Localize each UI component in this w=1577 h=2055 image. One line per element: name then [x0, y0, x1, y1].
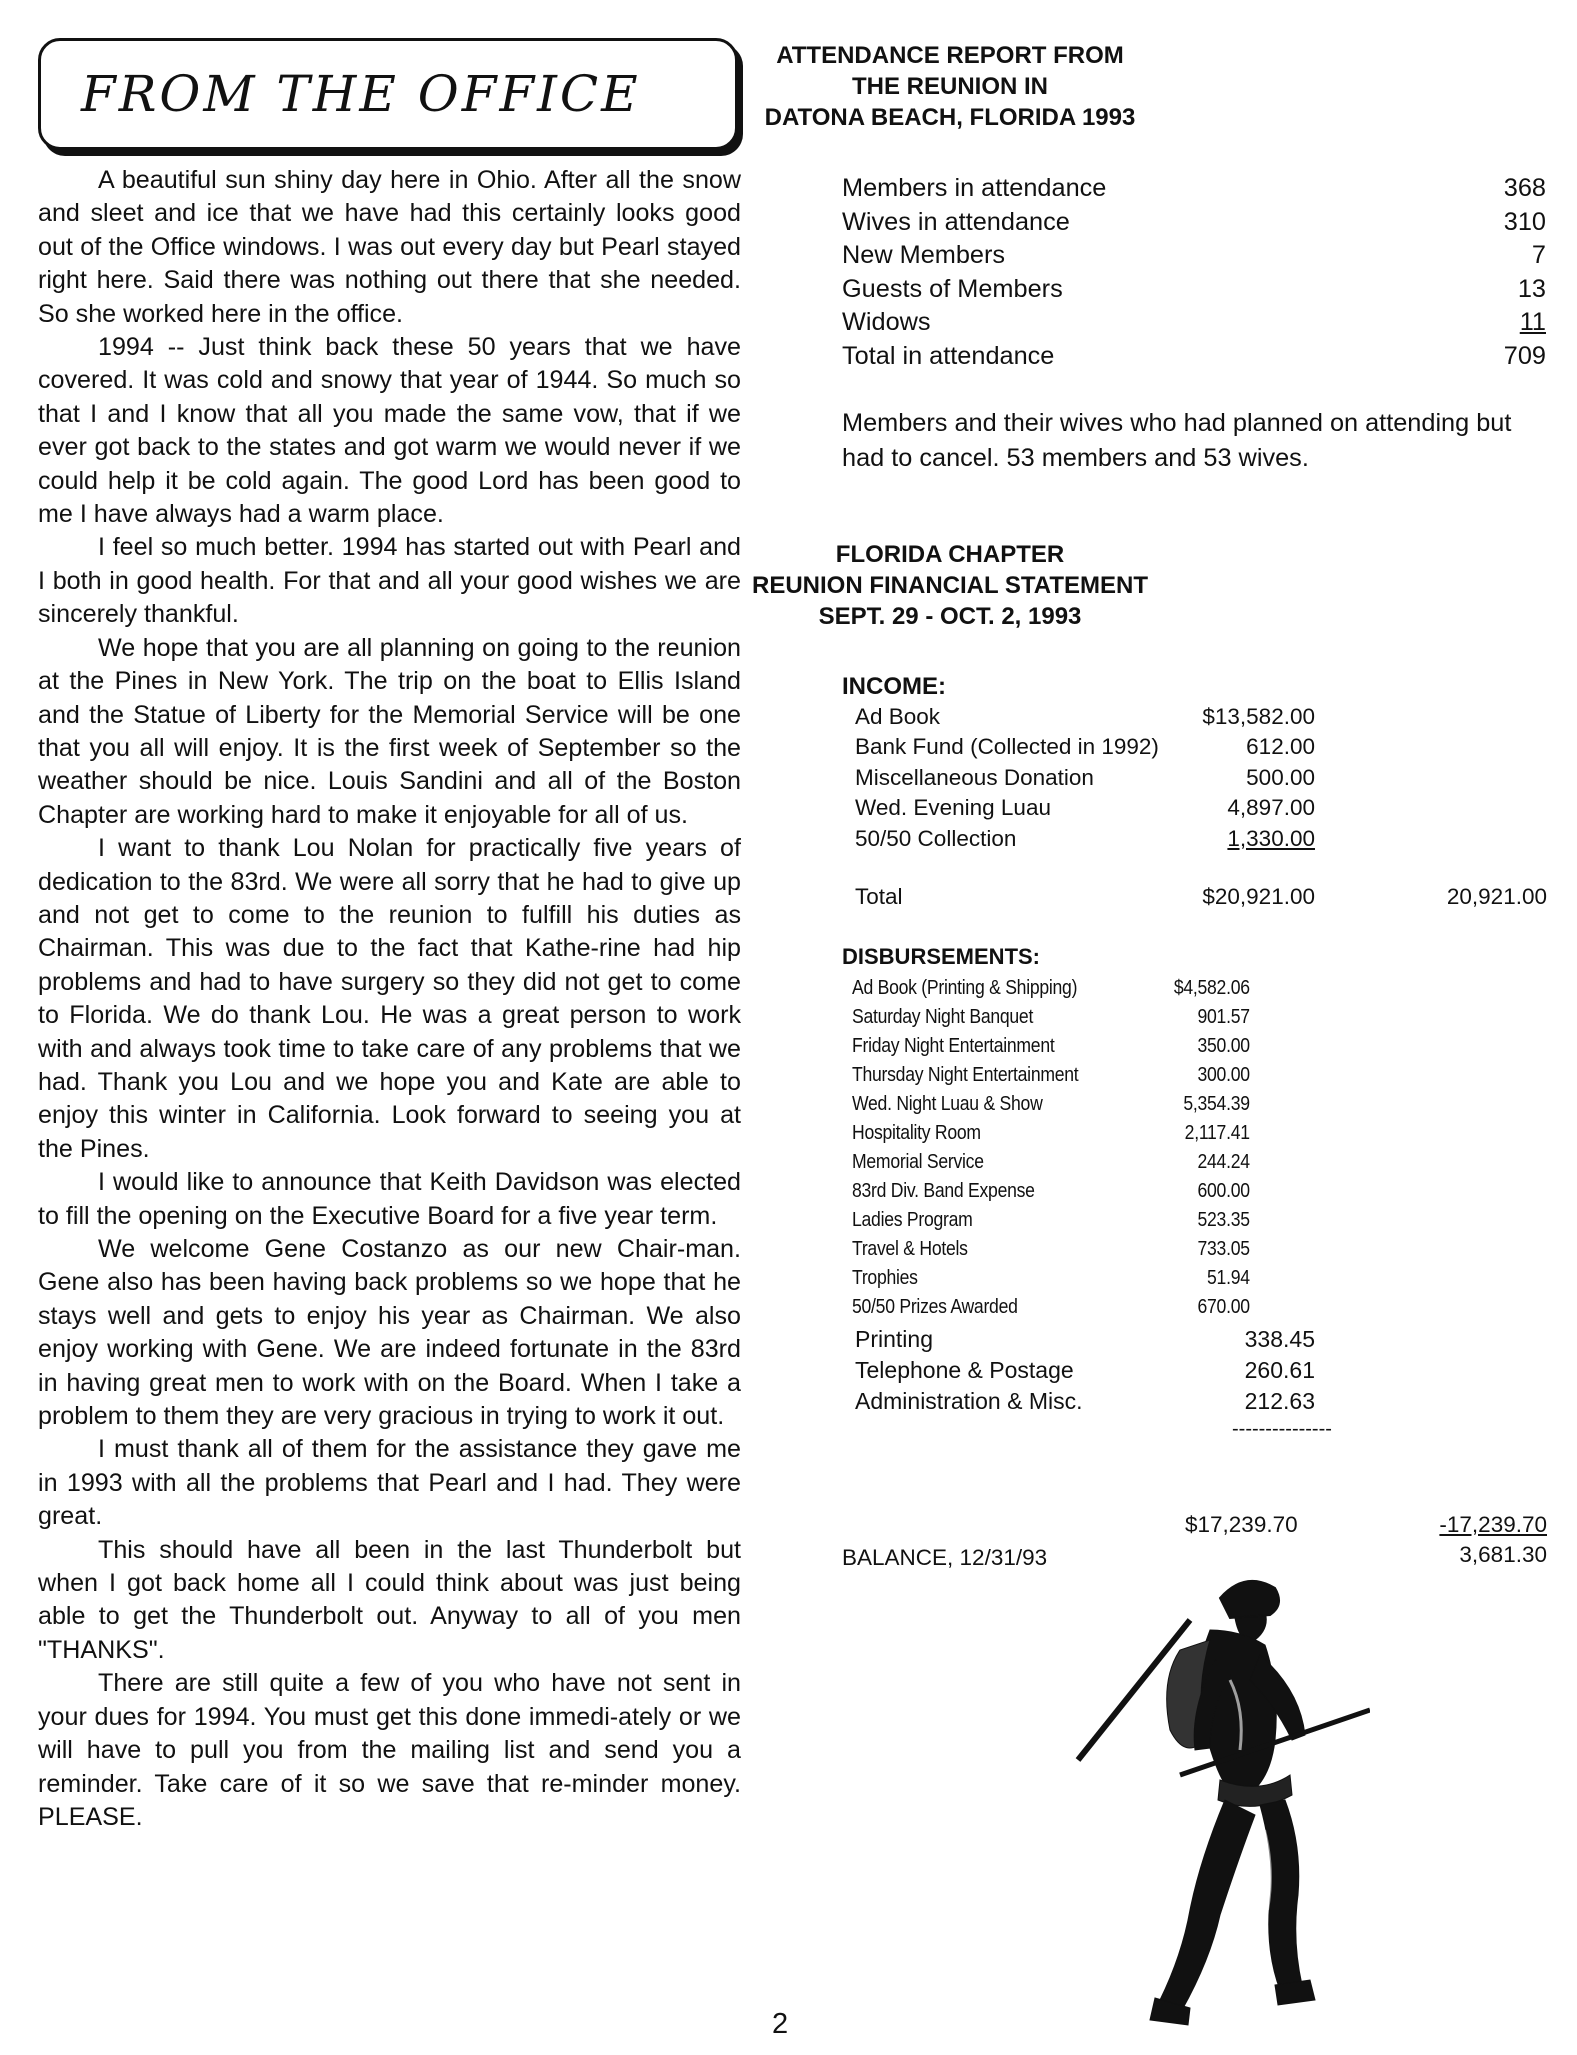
disbursement-item: Ladies Program: [852, 1209, 973, 1231]
income-item: Miscellaneous Donation: [855, 765, 1094, 790]
attendance-heading-line: ATTENDANCE REPORT FROM: [776, 42, 1124, 69]
soldier-illustration: [1070, 1560, 1370, 2030]
disbursement-amount: 5,354.39: [1183, 1093, 1250, 1115]
attendance-label: Widows: [842, 308, 931, 336]
attendance-row: [842, 172, 1546, 206]
disbursement-item: 50/50 Prizes Awarded: [852, 1296, 1018, 1318]
article-paragraph: I must thank all of them for the assistance they gave me in 1993 with all the problems that Pearl and I had. They were great.: [38, 1435, 741, 1531]
financial-heading-line: REUNION FINANCIAL STATEMENT: [752, 572, 1148, 599]
disbursement-row: [852, 1006, 1257, 1029]
income-item: Wed. Evening Luau: [855, 795, 1051, 820]
attendance-row: [842, 273, 1546, 307]
disbursement-row: [855, 1388, 1315, 1415]
article-paragraph: We welcome Gene Costanzo as our new Chair-man. Gene also has been having back problems so we hope that he stays well and gets to enjoy his year as Chairman. We also enjoy working with Gene. We are indeed fortunate in the 83rd in having great men to work with on the Board. When I take a problem to them they are very gracious in trying to work it out.: [38, 1235, 741, 1431]
disbursement-row: [852, 1035, 1257, 1058]
attendance-value: 709: [1503, 341, 1546, 370]
article-paragraph: We hope that you are all planning on going to the reunion at the Pines in New York. The trip on the boat to Ellis Island and the Statue of Liberty for the Memorial Service will be one that you all will enjoy. It is the first week of September so the weather should be nice. Louis Sandini and all of the Boston Chapter are working hard to make it enjoyable for all of us.: [38, 633, 741, 829]
disbursement-amount: 260.61: [1244, 1357, 1315, 1383]
disbursement-row: [852, 1238, 1257, 1261]
dashed-separator: ---------------: [1232, 1418, 1332, 1440]
disbursement-amount: 300.00: [1197, 1064, 1250, 1086]
income-item: Bank Fund (Collected in 1992): [855, 734, 1159, 759]
attendance-label: Members in attendance: [842, 174, 1107, 202]
disbursements-total: $17,239.70: [1185, 1512, 1298, 1537]
attendance-table: [842, 172, 1546, 373]
disbursements-total-right: -17,239.70: [1439, 1512, 1547, 1537]
disbursement-amount: 51.94: [1207, 1267, 1250, 1289]
balance-amount: 3,681.30: [1459, 1542, 1547, 1567]
attendance-label: Guests of Members: [842, 274, 1063, 303]
income-total-amount: $20,921.00: [1202, 884, 1315, 909]
disbursement-row: [855, 1326, 1315, 1353]
attendance-value: 13: [1517, 274, 1546, 303]
article-paragraph: This should have all been in the last Thunderbolt but when I got back home all I could think about was just being able to get the Thunderbolt out. Anyway to all of you men "THANKS".: [38, 1535, 741, 1664]
income-total-right: 20,921.00: [1446, 884, 1547, 909]
disbursement-amount: 600.00: [1197, 1180, 1250, 1202]
balance-label: BALANCE, 12/31/93: [842, 1545, 1048, 1570]
income-total-row: [855, 884, 1315, 910]
disbursement-item: Wed. Night Luau & Show: [852, 1093, 1043, 1115]
disbursement-amount: $4,582.06: [1173, 977, 1250, 999]
disbursement-amount: 901.57: [1197, 1006, 1250, 1028]
office-title: FROM THE OFFICE: [81, 65, 641, 123]
disbursement-item: Friday Night Entertainment: [852, 1035, 1055, 1057]
article-paragraph: A beautiful sun shiny day here in Ohio. After all the snow and sleet and ice that we have had this certainly looks good out of the Office windows. I was out every day but Pearl stayed right here. Said there was nothing out there that she needed. So she worked here in the office.: [38, 166, 741, 328]
income-amount: $13,582.00: [1202, 704, 1315, 729]
income-amount: 500.00: [1246, 765, 1315, 790]
attendance-row: [842, 206, 1546, 240]
attendance-heading: [660, 40, 1240, 133]
disbursement-row: [852, 1093, 1257, 1116]
attendance-value: 11: [1519, 308, 1546, 336]
disbursement-item: Travel & Hotels: [852, 1238, 968, 1260]
income-row: [855, 795, 1315, 821]
disbursement-amount: 733.05: [1197, 1238, 1250, 1260]
disbursement-row: [852, 977, 1257, 1000]
income-amount: 1,330.00: [1227, 826, 1315, 851]
article-paragraph: There are still quite a few of you who have not sent in your dues for 1994. You must get this done immedi-ately or we will have to pull you from the mailing list and send you a reminder. Take care of it so we save that re-minder money. PLEASE.: [38, 1669, 741, 1831]
disbursements-label: DISBURSEMENTS:: [842, 944, 1041, 969]
income-row: [855, 704, 1315, 730]
disbursement-amount: 523.35: [1197, 1209, 1250, 1231]
income-item: 50/50 Collection: [855, 826, 1017, 851]
disbursement-amount: 244.24: [1197, 1151, 1250, 1173]
income-row: [855, 826, 1315, 852]
attendance-value: 368: [1503, 174, 1546, 202]
income-total-label: Total: [855, 884, 903, 909]
financial-heading-line: FLORIDA CHAPTER: [835, 541, 1065, 568]
disbursement-item: Administration & Misc.: [855, 1388, 1083, 1414]
disbursement-row: [852, 1180, 1257, 1203]
disbursement-amount: 212.63: [1244, 1388, 1315, 1414]
disbursement-item: Telephone & Postage: [855, 1357, 1074, 1383]
article-paragraph: I want to thank Lou Nolan for practically five years of dedication to the 83rd. We were all sorry that he had to give up and not get to come to the reunion to fulfill his duties as Chairman. This was due to the fact that Kathe-rine had hip problems and had to have surgery so they did not get to come to Florida. We do thank Lou. He was a great person to work with and always took time to take care of any problems that we had. Thank you Lou and we hope you and Kate are able to enjoy this winter in California. Look forward to seeing you at the Pines.: [38, 834, 741, 1163]
disbursement-item: Thursday Night Entertainment: [852, 1064, 1079, 1086]
article-paragraph: I feel so much better. 1994 has started out with Pearl and I both in good health. For that and all your good wishes we are sincerely thankful.: [38, 533, 741, 629]
cancellation-note: Members and their wives who had planned on attending but had to cancel. 53 members and 53 wives.: [842, 409, 1512, 472]
income-amount: 612.00: [1246, 734, 1315, 759]
office-title-box: [38, 38, 738, 150]
office-article: [38, 164, 741, 1834]
article-paragraph: 1994 -- Just think back these 50 years that we have covered. It was cold and snowy that year of 1944. So much so that I and I know that all you made the same vow, that if we ever got back to the states and got warm we would never if we could help it be cold again. The good Lord has been good to me I have always had a warm place.: [38, 333, 741, 529]
disbursement-row: [852, 1209, 1257, 1232]
disbursement-item: Trophies: [852, 1267, 918, 1289]
income-label: INCOME:: [842, 673, 946, 700]
disbursement-item: Hospitality Room: [852, 1122, 981, 1144]
disbursement-amount: 2,117.41: [1184, 1122, 1250, 1144]
attendance-row: [842, 340, 1546, 374]
disbursement-row: [852, 1064, 1257, 1087]
disbursement-amount: 350.00: [1197, 1035, 1250, 1057]
disbursement-row: [852, 1122, 1257, 1145]
disbursement-row: [852, 1151, 1257, 1174]
attendance-label: Wives in attendance: [842, 207, 1070, 236]
financial-heading: [660, 539, 1240, 632]
attendance-heading-line: THE REUNION IN: [851, 73, 1048, 100]
disbursement-item: Ad Book (Printing & Shipping): [852, 977, 1078, 999]
disbursement-row: [852, 1296, 1257, 1319]
attendance-row: [842, 239, 1546, 273]
disbursement-item: 83rd Div. Band Expense: [852, 1180, 1035, 1202]
attendance-value: 7: [1531, 241, 1546, 269]
income-amount: 4,897.00: [1227, 795, 1315, 820]
page-number: 2: [772, 2008, 789, 2040]
income-row: [855, 765, 1315, 791]
disbursement-amount: 338.45: [1244, 1326, 1315, 1352]
disbursement-item: Memorial Service: [852, 1151, 984, 1173]
attendance-heading-line: DATONA BEACH, FLORIDA 1993: [764, 104, 1136, 131]
disbursement-row: [852, 1267, 1257, 1290]
income-item: Ad Book: [855, 704, 941, 729]
attendance-row: [842, 306, 1546, 340]
disbursement-row: [855, 1357, 1315, 1384]
attendance-value: 310: [1503, 207, 1546, 236]
income-row: [855, 734, 1315, 760]
article-paragraph: I would like to announce that Keith Davidson was elected to fill the opening on the Executive Board for a five year term.: [38, 1168, 741, 1230]
disbursement-amount: 670.00: [1197, 1296, 1250, 1318]
disbursement-item: Printing: [855, 1326, 933, 1352]
financial-heading-line: SEPT. 29 - OCT. 2, 1993: [818, 603, 1082, 630]
disbursement-item: Saturday Night Banquet: [852, 1006, 1034, 1028]
attendance-label: New Members: [842, 241, 1006, 269]
attendance-label: Total in attendance: [842, 341, 1055, 370]
